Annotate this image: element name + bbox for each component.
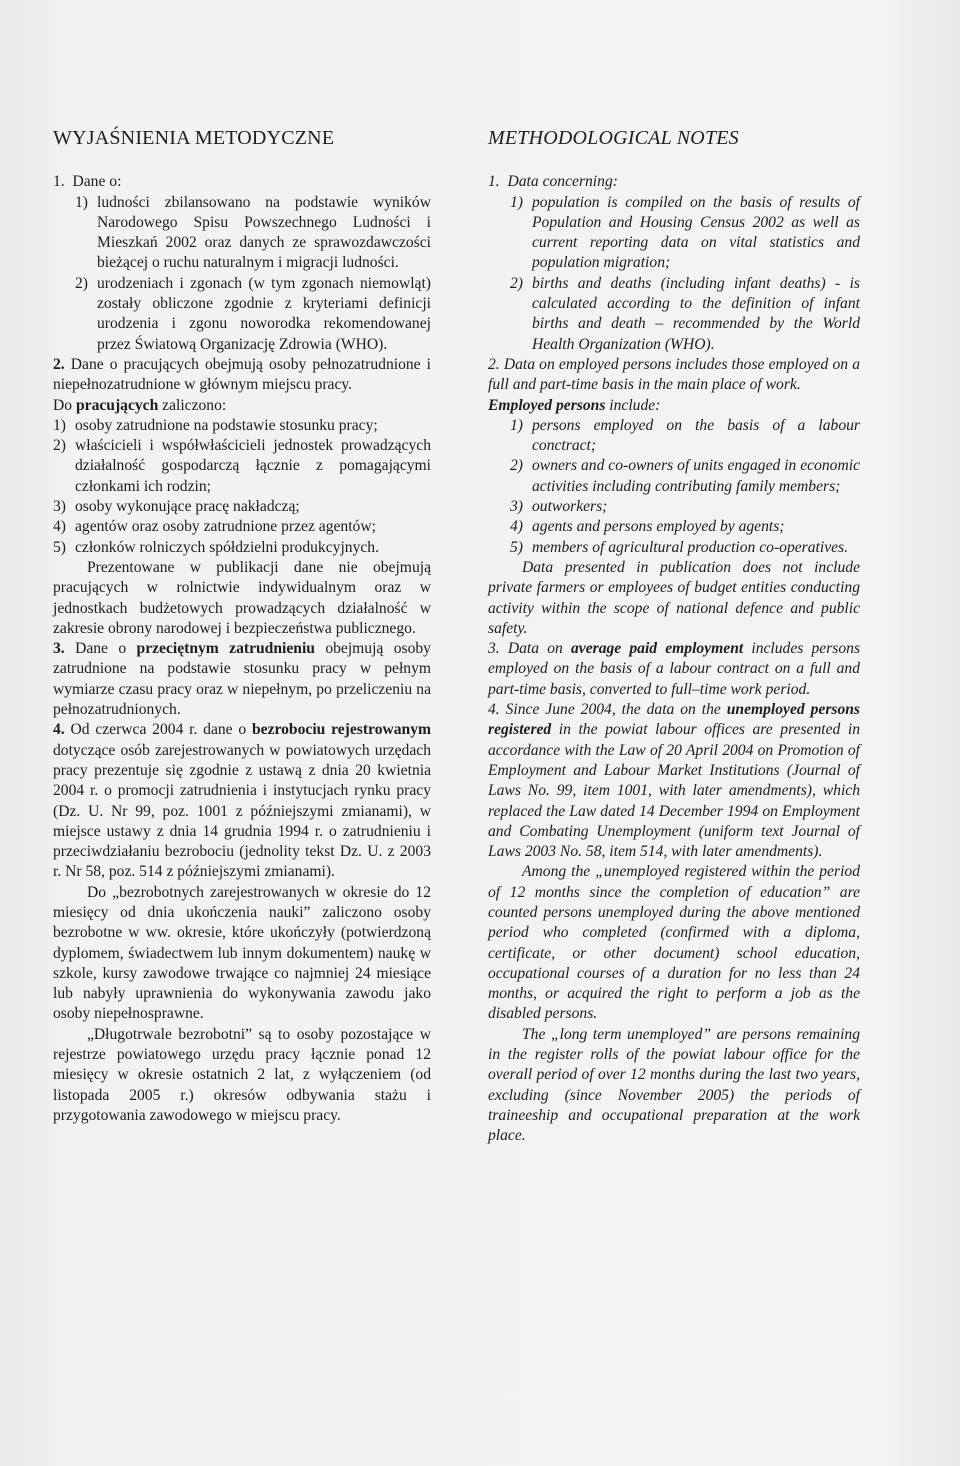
en-graduates: Among the „unemployed registered within the period of 12 months since the completion of education” are counted persons unemployed during the above mentioned period who completed (confirmed with a diploma, certificate, or other document) school education, occupational courses of a duration for no less than 24 months, or acquired the right to perform a job as the disabled persons. — [488, 863, 860, 1023]
en-emp-item-5: 5) members of agricultural production co-operatives. — [510, 538, 849, 556]
pl-emp-item-1: 1) osoby zatrudnione na podstawie stosunku pracy; — [53, 416, 378, 434]
en-emp-item-4: 4) agents and persons employed by agents; — [510, 518, 785, 536]
pl-section-1-intro: 1. Dane o: — [53, 173, 122, 191]
en-s1-item-2: 2) births and deaths (including infant deaths) - is calculated according to the definition of infant births and death – recommended by the World Health Organization (WHO). — [510, 274, 860, 353]
english-column — [488, 128, 860, 1147]
en-section-2: 2. Data on employed persons includes those employed on a full and part-time basis in the main place of work. — [488, 355, 860, 394]
pl-s1-item-1: 1) ludności zbilansowano na podstawie wyników Narodowego Spisu Powszechnego Ludności i Mieszkań 2002 oraz danych ze sprawozdawczości bieżącej o ruchu naturalnym i migracji ludności. — [75, 193, 431, 272]
pl-long-term: „Długotrwale bezrobotni” są to osoby pozostające w rejestrze powiatowego urzędu pracy łącznie ponad 12 miesięcy w okresie ostatnich 2 lat, z wyłączeniem (od listopada 2005 r.) okresów odbywania stażu i przygotowania zawodowego w miejscu pracy. — [53, 1025, 431, 1124]
en-section-3: 3. Data on average paid employment includes persons employed on the basis of a labour contract on a full and part-time basis, converted to full–time work period. — [488, 640, 861, 698]
en-emp-item-1: 1) persons employed on the basis of a labour conctract; — [510, 416, 860, 455]
en-section-1-intro: 1. Data concerning: — [488, 173, 618, 191]
en-long-term: The „long term unemployed” are persons remaining in the register rolls of the powiat labour office for the overall period of over 12 months during the last two years, excluding (since November 2005) the periods of traineeship and occupational preparation at the work place. — [488, 1025, 860, 1145]
pl-emp-item-4: 4) agentów oraz osoby zatrudnione przez agentów; — [53, 518, 376, 536]
pl-s1-item-2: 2) urodzeniach i zgonach (w tym zgonach niemowląt) zostały obliczone zgodnie z kryteriami definicji urodzenia i zgonu noworodka rekomendowanej przez Światową Organizację Zdrowia (WHO). — [75, 274, 431, 353]
en-exclusions: Data presented in publication does not include private farmers or employees of budget entities conducting activity within the scope of national defence and public safety. — [488, 558, 860, 637]
pl-emp-item-2: 2) właścicieli i współwłaścicieli jednostek prowadzących działalność gospodarczą łącznie z pomagającymi członkami ich rodzin; — [53, 437, 431, 495]
pl-employed-intro: Do pracujących zaliczono: — [53, 396, 227, 414]
pl-exclusions: Prezentowane w publikacji dane nie obejmują pracujących w rolnictwie indywidualnym oraz w jednostkach budżetowych prowadzących działalność w zakresie obrony narodowej i bezpieczeństwa publicznego. — [53, 558, 431, 637]
en-employed-intro: Employed persons include: — [488, 396, 661, 414]
en-emp-item-3: 3) outworkers; — [510, 498, 608, 516]
english-heading: METHODOLOGICAL NOTES — [488, 127, 739, 149]
en-emp-item-2: 2) owners and co-owners of units engaged in economic activities including contributing family members; — [510, 457, 860, 495]
en-s1-item-1: 1) population is compiled on the basis of results of Population and Housing Census 2002 as well as current reporting data on vital statistics and population migration; — [510, 193, 860, 272]
polish-heading: WYJAŚNIENIA METODYCZNE — [53, 127, 335, 149]
pl-section-4: 4. Od czerwca 2004 r. dane o bezrobociu rejestrowanym dotyczące osób zarejestrowanych w powiatowych urzędach pracy prezentuje się zgodnie z ustawą z dnia 20 kwietnia 2004 r. o promocji zatrudnienia i instytucjach rynku pracy (Dz. U. Nr 99, poz. 1001 z późniejszymi zmianami), w miejsce ustawy z dnia 14 grudnia 1994 r. o zatrudnieniu i przeciwdziałaniu bezrobociu (jednolity tekst Dz. U. z 2003 r. Nr 58, poz. 514 z późniejszymi zmianami). — [53, 721, 432, 881]
pl-emp-item-5: 5) członków rolniczych spółdzielni produkcyjnych. — [53, 538, 379, 556]
pl-graduates: Do „bezrobotnych zarejestrowanych w okresie do 12 miesięcy od dnia ukończenia nauki” zaliczono osoby bezrobotne w ww. okresie, które ukończyły (potwierdzoną dyplomem, świadectwem lub innym dokumentem) naukę w szkole, kursy zawodowe trwające co najmniej 24 miesiące lub nabyły uprawnienia do wykonywania zawodu jako osoby niepełnosprawne. — [53, 883, 431, 1023]
polish-column — [53, 128, 431, 1126]
pl-section-2: 2. Dane o pracujących obejmują osoby pełnozatrudnione i niepełnozatrudnione w głównym miejscu pracy. — [53, 355, 431, 394]
pl-emp-item-3: 3) osoby wykonujące pracę nakładczą; — [53, 498, 300, 516]
pl-section-3: 3. Dane o przeciętnym zatrudnieniu obejmują osoby zatrudnione na podstawie stosunku pracy w pełnym wymiarze czasu pracy oraz w niepełnym, po przeliczeniu na pełnozatrudnionych. — [53, 640, 431, 719]
en-section-4: 4. Since June 2004, the data on the unemployed persons registered in the powiat labour offices are presented in accordance with the Law of 20 April 2004 on Promotion of Employment and Labour Market Institutions (Journal of Laws No. 99, item 1001, with later amendments), which replaced the Law dated 14 December 1994 on Employment and Combating Unemployment (uniform text Journal of Laws 2003 No. 58, item 514, with later amendments). — [488, 701, 861, 861]
